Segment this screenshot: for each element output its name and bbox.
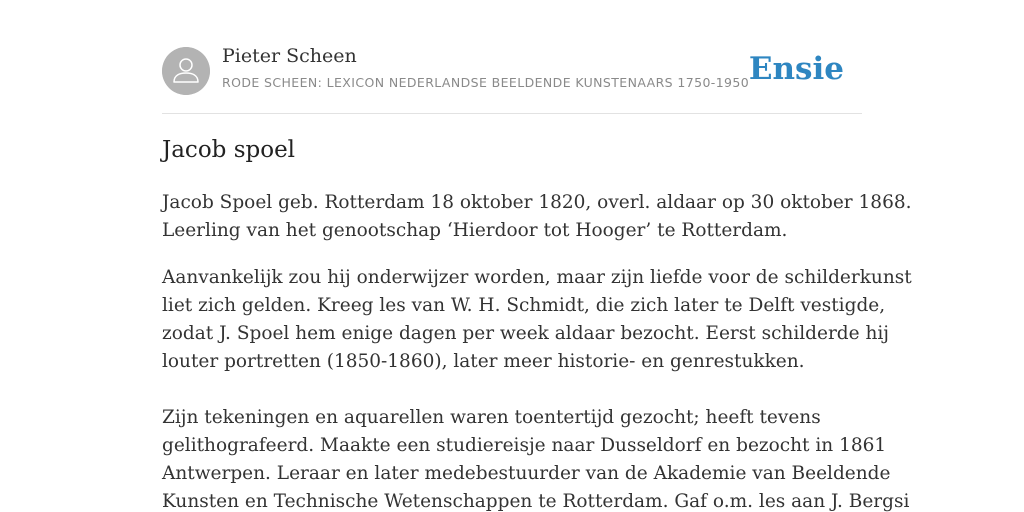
article-body (162, 189, 912, 512)
author-name[interactable]: Pieter Scheen (222, 45, 357, 67)
text-line: Kunsten en Technische Wetenschappen te Rotterdam. Gaf o.m. les aan J. Bergsi (162, 491, 910, 512)
text-line: Antwerpen. Leraar en later medebestuurder van de Akademie van Beeldende (162, 463, 891, 484)
source-label: RODE SCHEEN: LEXICON NEDERLANDSE BEELDENDE KUNSTENAARS 1750-1950 (222, 75, 750, 90)
paragraph (162, 189, 912, 245)
paragraph (162, 264, 912, 376)
user-icon[interactable] (162, 47, 210, 95)
text-line: Aanvankelijk zou hij onderwijzer worden, maar zijn liefde voor de schilderkunst (162, 267, 912, 288)
author-header (162, 44, 862, 114)
text-line: gelithografeerd. Maakte een studiereisje naar Dusseldorf en bezocht in 1861 (162, 435, 887, 456)
text-line: Jacob Spoel geb. Rotterdam 18 oktober 1820, overl. aldaar op 30 oktober 1868. (162, 192, 912, 213)
article-title: Jacob spoel (162, 137, 296, 163)
text-line: liet zich gelden. Kreeg les van W. H. Schmidt, die zich later te Delft vestigde, (162, 295, 886, 316)
text-line: Leerling van het genootschap ‘Hierdoor tot Hooger’ te Rotterdam. (162, 220, 788, 241)
ensie-logo[interactable]: Ensie (748, 51, 844, 87)
text-line: Zijn tekeningen en aquarellen waren toentertijd gezocht; heeft tevens (162, 407, 821, 428)
text-line: zodat J. Spoel hem enige dagen per week aldaar bezocht. Eerst schilderde hij (162, 323, 890, 344)
paragraph (162, 404, 910, 512)
text-line: louter portretten (1850-1860), later meer historie- en genrestukken. (162, 351, 805, 372)
